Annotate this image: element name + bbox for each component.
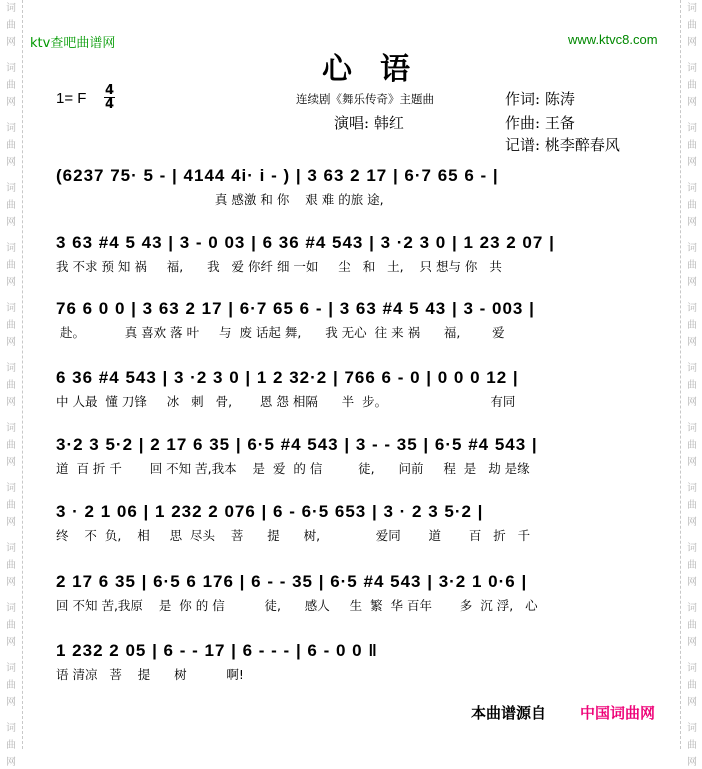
watermark-char: 网 [6,277,16,288]
source-label: 本曲谱源自 [471,704,547,722]
notation: 3 63 #4 5 43 | 3 - 0 03 | 6 36 #4 543 | 3 ·2 3 0 | 1 23 2 07 | [56,233,555,252]
watermark-char: 网 [687,97,697,108]
composer-credit: 作曲: 王备 [505,114,575,132]
watermark-char: 网 [687,457,697,468]
source-site-link[interactable]: 中国词曲网 [580,704,656,722]
watermark-char: 曲 [6,200,16,211]
watermark-char: 曲 [6,560,16,571]
watermark-char: 词 [687,183,697,194]
watermark-char: 曲 [6,680,16,691]
lyrics: 道 百 折 千 回 不知 苦,我本 是 爱 的 信 徒, 问前 程 是 劫 是缘 [56,461,530,476]
watermark-char: 词 [687,363,697,374]
watermark-char: 曲 [687,140,697,151]
watermark-char: 网 [6,97,16,108]
left-watermark-strip [0,0,23,768]
watermark-char: 词 [6,663,16,674]
watermark-char: 词 [687,723,697,734]
notation: 1 232 2 05 | 6 - - 17 | 6 - - - | 6 - 0 0 ‖ [56,641,378,660]
right-watermark-strip [680,0,702,768]
watermark-char: 词 [687,603,697,614]
song-title: 心语 [322,52,438,87]
watermark-char: 词 [687,3,697,14]
notation: 3 · 2 1 06 | 1 232 2 076 | 6 - 6·5 653 | 3 · 2 3 5·2 | [56,502,484,521]
watermark-char: 网 [687,217,697,228]
watermark-char: 曲 [687,260,697,271]
watermark-char: 词 [687,483,697,494]
meter-top: 4 [105,83,115,98]
watermark-char: 曲 [687,20,697,31]
lyrics: 真 感激 和 你 艰 难 的旅 途, [56,192,384,207]
watermark-char: 词 [6,723,16,734]
watermark-char: 曲 [687,320,697,331]
lyrics: 回 不知 苦,我原 是 你 的 信 徒, 感人 生 繁 华 百年 多 沉 浮, 心 [56,598,538,613]
site-url-right: www.ktvc8.com [568,32,658,47]
watermark-char: 词 [6,183,16,194]
watermark-char: 曲 [687,740,697,751]
watermark-char: 词 [687,63,697,74]
watermark-char: 词 [6,243,16,254]
watermark-char: 词 [6,363,16,374]
watermark-char: 曲 [6,20,16,31]
lyrics: 终 不 负, 相 思 尽头 菩 提 树, 爱同 道 百 折 千 [56,528,531,543]
watermark-char: 词 [6,303,16,314]
watermark-char: 网 [687,37,697,48]
notation: (6237 75· 5 - | 4144 4i· i - ) | 3 63 2 17 | 6·7 65 6 - | [56,166,499,185]
watermark-char: 曲 [687,440,697,451]
watermark-char: 词 [6,3,16,14]
subtitle: 连续剧《舞乐传奇》主题曲 [296,92,434,106]
watermark-char: 网 [6,157,16,168]
watermark-char: 曲 [6,320,16,331]
notation: 3·2 3 5·2 | 2 17 6 35 | 6·5 #4 543 | 3 - - 35 | 6·5 #4 543 | [56,435,538,454]
lyricist-credit: 作词: 陈涛 [505,90,575,108]
key-signature: 1= F [56,90,87,107]
watermark-char: 网 [6,397,16,408]
watermark-char: 曲 [6,380,16,391]
watermark-char: 曲 [687,500,697,511]
watermark-char: 词 [687,243,697,254]
watermark-char: 网 [6,217,16,228]
transcriber-credit: 记谱: 桃李醉春风 [505,136,620,154]
watermark-char: 网 [687,277,697,288]
lyrics: 语 清凉 菩 提 树 啊! [56,667,244,682]
watermark-char: 词 [687,663,697,674]
watermark-char: 网 [687,697,697,708]
watermark-char: 网 [6,457,16,468]
watermark-char: 曲 [6,740,16,751]
lyrics: 我 不求 预 知 祸 福, 我 爱 你纤 细 一如 尘 和 土, 只 想与 你 共 [56,259,502,274]
notation: 6 36 #4 543 | 3 ·2 3 0 | 1 2 32·2 | 766 6 - 0 | 0 0 0 12 | [56,368,519,387]
notation: 2 17 6 35 | 6·5 6 176 | 6 - - 35 | 6·5 #4 543 | 3·2 1 0·6 | [56,572,528,591]
site-name-left: ktv查吧曲谱网 [30,36,116,51]
time-signature [104,84,115,111]
watermark-char: 网 [687,157,697,168]
watermark-char: 网 [6,577,16,588]
singer-credit: 演唱: 韩红 [334,114,404,132]
watermark-char: 词 [687,543,697,554]
watermark-char: 曲 [687,80,697,91]
watermark-char: 网 [687,517,697,528]
watermark-char: 网 [6,337,16,348]
watermark-char: 曲 [687,620,697,631]
watermark-char: 曲 [687,380,697,391]
watermark-char: 词 [687,123,697,134]
watermark-char: 词 [6,63,16,74]
watermark-char: 网 [6,697,16,708]
notation: 76 6 0 0 | 3 63 2 17 | 6·7 65 6 - | 3 63 #4 5 43 | 3 - 003 | [56,299,535,318]
watermark-char: 词 [6,603,16,614]
watermark-char: 网 [687,637,697,648]
watermark-char: 词 [6,543,16,554]
watermark-char: 网 [6,37,16,48]
watermark-char: 词 [6,123,16,134]
lyrics: 中 人最 懂 刀锋 冰 刺 骨, 恩 怨 相隔 半 步。 有同 [56,394,516,409]
watermark-char: 网 [6,757,16,768]
watermark-char: 网 [687,577,697,588]
watermark-char: 曲 [6,140,16,151]
watermark-char: 曲 [6,260,16,271]
watermark-char: 曲 [6,620,16,631]
watermark-char: 曲 [6,440,16,451]
watermark-char: 网 [687,757,697,768]
watermark-char: 曲 [687,200,697,211]
watermark-char: 曲 [687,680,697,691]
watermark-char: 词 [687,303,697,314]
watermark-char: 词 [687,423,697,434]
watermark-char: 词 [6,423,16,434]
watermark-char: 曲 [6,500,16,511]
watermark-char: 词 [6,483,16,494]
watermark-char: 网 [687,397,697,408]
watermark-char: 网 [687,337,697,348]
watermark-char: 曲 [687,560,697,571]
watermark-char: 网 [6,517,16,528]
lyrics: 赴。 真 喜欢 落 叶 与 废 话起 舞, 我 无心 往 来 祸 福, 爱 [56,325,505,340]
watermark-char: 网 [6,637,16,648]
meter-bottom: 4 [105,97,115,112]
watermark-char: 曲 [6,80,16,91]
